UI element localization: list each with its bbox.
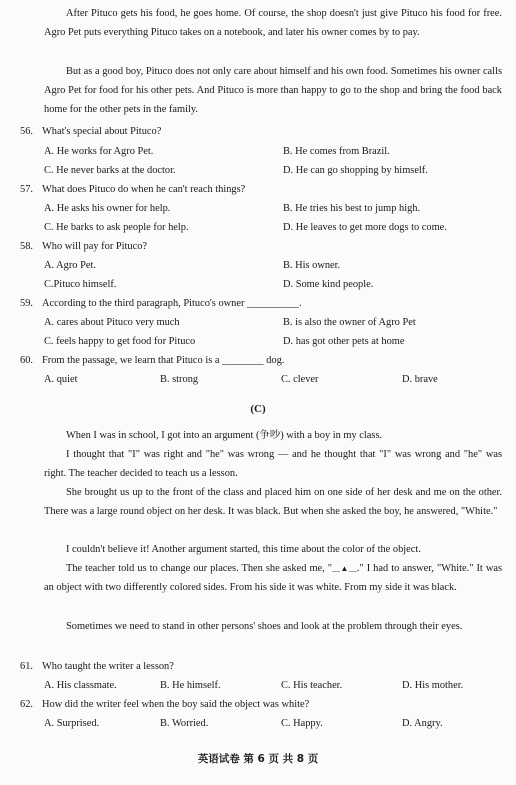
q59-option-b[interactable]: B. is also the owner of Agro Pet — [283, 317, 416, 328]
q61-option-c[interactable]: C. His teacher. — [281, 680, 343, 691]
q61-option-d[interactable]: D. His mother. — [402, 680, 464, 691]
q61-option-a[interactable]: A. His classmate. — [44, 680, 117, 691]
q60-option-b[interactable]: B. strong — [160, 374, 199, 385]
q57-option-b[interactable]: B. He tries his best to jump high. — [283, 203, 421, 214]
q56-option-d[interactable]: D. He can go shopping by himself. — [283, 165, 428, 176]
passage-b-paragraph-2: But as a good boy, Pituco does not only care about himself and his own food. Sometimes his owner calls Agro Pet for food for his other pets. And Pituco is more than happy to go to the shop and bring the food back home for the other pets in the family. — [44, 66, 502, 115]
q56-option-a[interactable]: A. He works for Agro Pet. — [44, 146, 154, 157]
question-59: 59. According to the third paragraph, Pituco's owner __________. — [20, 298, 302, 309]
q62-option-a[interactable]: A. Surprised. — [44, 718, 100, 729]
question-61: 61. Who taught the writer a lesson? — [20, 661, 174, 672]
passage-c-paragraph-2: I thought that "I" was right and "he" was wrong — and he thought that "I" was wrong and "he" was right. The teacher decided to teach us a lesson. — [44, 449, 502, 479]
question-62: 62. How did the writer feel when the boy said the object was white? — [20, 699, 310, 710]
q58-option-a[interactable]: A. Agro Pet. — [44, 260, 96, 271]
q62-option-c[interactable]: C. Happy. — [281, 718, 323, 729]
q59-option-d[interactable]: D. has got other pets at home — [283, 336, 405, 347]
answer-blank[interactable]: __▲__ — [332, 564, 357, 573]
q60-option-c[interactable]: C. clever — [281, 374, 319, 385]
q57-option-a[interactable]: A. He asks his owner for help. — [44, 203, 171, 214]
passage-c-paragraph-3: She brought us up to the front of the class and placed him on one side of her desk and me on the other. There was a large round object on her desk. It was black. But when she asked the boy, he answered, "White." — [44, 487, 502, 517]
passage-b-paragraph-1: After Pituco gets his food, he goes home. Of course, the shop doesn't just give Pituco his food for free. Agro Pet puts everything Pituco takes on a notebook, and later his owner comes by to pay. — [44, 8, 502, 38]
q62-option-d[interactable]: D. Angry. — [402, 718, 443, 729]
section-c-title: (C) — [250, 403, 266, 415]
question-57: 57. What does Pituco do when he can't reach things? — [20, 184, 246, 195]
q60-option-a[interactable]: A. quiet — [44, 374, 78, 385]
q56-option-c[interactable]: C. He never barks at the doctor. — [44, 165, 176, 176]
passage-c-paragraph-6: Sometimes we need to stand in other persons' shoes and look at the problem through their eyes. — [66, 621, 463, 632]
q60-option-d[interactable]: D. brave — [402, 374, 438, 385]
q62-option-b[interactable]: B. Worried. — [160, 718, 209, 729]
q58-option-b[interactable]: B. His owner. — [283, 260, 341, 271]
q57-option-d[interactable]: D. He leaves to get more dogs to come. — [283, 222, 447, 233]
question-58: 58. Who will pay for Pituco? — [20, 241, 148, 252]
passage-c-paragraph-5: The teacher told us to change our places. Then she asked me, "__▲__." I had to answer, "White." It was an object with two differently colored sides. From his side it was white. From my side it was black. — [44, 563, 503, 593]
question-56: 56. What's special about Pituco? — [20, 126, 162, 137]
q56-option-b[interactable]: B. He comes from Brazil. — [283, 146, 390, 157]
passage-c-paragraph-1: When I was in school, I got into an argument (争吵) with a boy in my class. — [66, 430, 383, 441]
question-60: 60. From the passage, we learn that Pituco is a ________ dog. — [20, 355, 285, 366]
q58-option-c[interactable]: C.Pituco himself. — [44, 279, 117, 290]
q59-option-a[interactable]: A. cares about Pituco very much — [44, 317, 180, 328]
passage-c-paragraph-4: I couldn't believe it! Another argument started, this time about the color of the object. — [66, 544, 421, 555]
q58-option-d[interactable]: D. Some kind people. — [283, 279, 374, 290]
q61-option-b[interactable]: B. He himself. — [160, 680, 221, 691]
q59-option-c[interactable]: C. feels happy to get food for Pituco — [44, 336, 196, 347]
page-footer: 英语试卷 第 6 页 共 8 页 — [197, 753, 319, 765]
q57-option-c[interactable]: C. He barks to ask people for help. — [44, 222, 189, 233]
